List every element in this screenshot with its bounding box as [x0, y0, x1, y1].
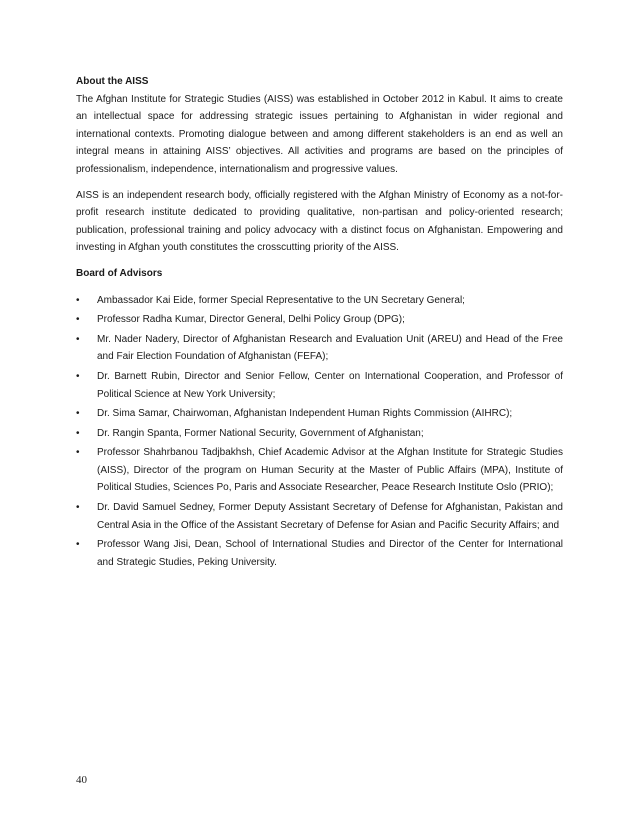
about-heading: About the AISS	[76, 76, 149, 87]
document-body	[76, 73, 563, 573]
advisor-text: Dr. Sima Samar, Chairwoman, Afghanistan Independent Human Rights Commission (AIHRC);	[97, 408, 513, 420]
board-heading: Board of Advisors	[76, 267, 163, 279]
list-item	[76, 499, 563, 534]
bullet-icon: •	[76, 370, 80, 382]
advisor-text: Professor Shahrbanou Tadjbakhsh, Chief Academic Advisor at the Afghan Institute for Strategic Studies (AISS), Director of the program on Human Security at the Master of Public Affairs (MPA), Institute of Political Studies, Sciences Po, Paris and Associate Researcher, Peace Research Institute Oslo (PRIO);	[97, 447, 563, 494]
list-item	[76, 405, 563, 423]
advisor-text: Dr. Barnett Rubin, Director and Senior Fellow, Center on International Cooperation, and Professor of Political Science at New York University;	[97, 370, 563, 400]
bullet-icon: •	[76, 333, 80, 345]
bullet-icon: •	[76, 314, 80, 326]
advisors-list	[76, 292, 563, 572]
bullet-icon: •	[76, 294, 80, 306]
page-number: 40	[76, 774, 87, 786]
bullet-icon: •	[76, 408, 80, 420]
advisor-text: Dr. David Samuel Sedney, Former Deputy Assistant Secretary of Defense for Afghanistan, Pakistan and Central Asia in the Office of the Assistant Secretary of Defense for Asian and Pacific Security Affairs; and	[97, 502, 563, 531]
advisor-text: Professor Radha Kumar, Director General, Delhi Policy Group (DPG);	[97, 314, 405, 326]
about-paragraph-1: The Afghan Institute for Strategic Studies (AISS) was established in October 2012 in Kabul. It aims to create an intellectual space for addressing strategic issues pertaining to Afghanistan in wider regional and international contexts. Promoting dialogue between and among different stakeholders is an end as well an integral means in attaining AISS’ objectives. All activities and programs are based on the principles of professionalism, independence, internationalism and progressive values.	[76, 93, 563, 175]
advisor-text: Mr. Nader Nadery, Director of Afghanistan Research and Evaluation Unit (AREU) and Head of the Free and Fair Election Foundation of Afghanistan (FEFA);	[97, 333, 563, 363]
list-item	[76, 368, 563, 403]
advisor-text: Dr. Rangin Spanta, Former National Security, Government of Afghanistan;	[97, 427, 424, 439]
bullet-icon: •	[76, 427, 80, 439]
bullet-icon: •	[76, 539, 80, 551]
about-paragraph-2: AISS is an independent research body, officially registered with the Afghan Ministry of Economy as a not-for-profit research institute dedicated to providing qualitative, non-partisan and policy-oriented research; publication, professional training and policy advocacy with a distinct focus on Afghanistan. Empowering and investing in Afghan youth constitutes the crosscutting priority of the AISS.	[76, 189, 563, 254]
advisor-text: Ambassador Kai Eide, former Special Representative to the UN Secretary General;	[97, 294, 465, 306]
bullet-icon: •	[76, 447, 80, 459]
list-item	[76, 444, 563, 497]
bullet-icon: •	[76, 502, 80, 514]
list-item	[76, 292, 563, 310]
list-item	[76, 311, 563, 329]
list-item	[76, 536, 563, 571]
advisor-text: Professor Wang Jisi, Dean, School of International Studies and Director of the Center for International and Strategic Studies, Peking University.	[97, 539, 563, 568]
list-item	[76, 331, 563, 366]
list-item	[76, 425, 563, 443]
